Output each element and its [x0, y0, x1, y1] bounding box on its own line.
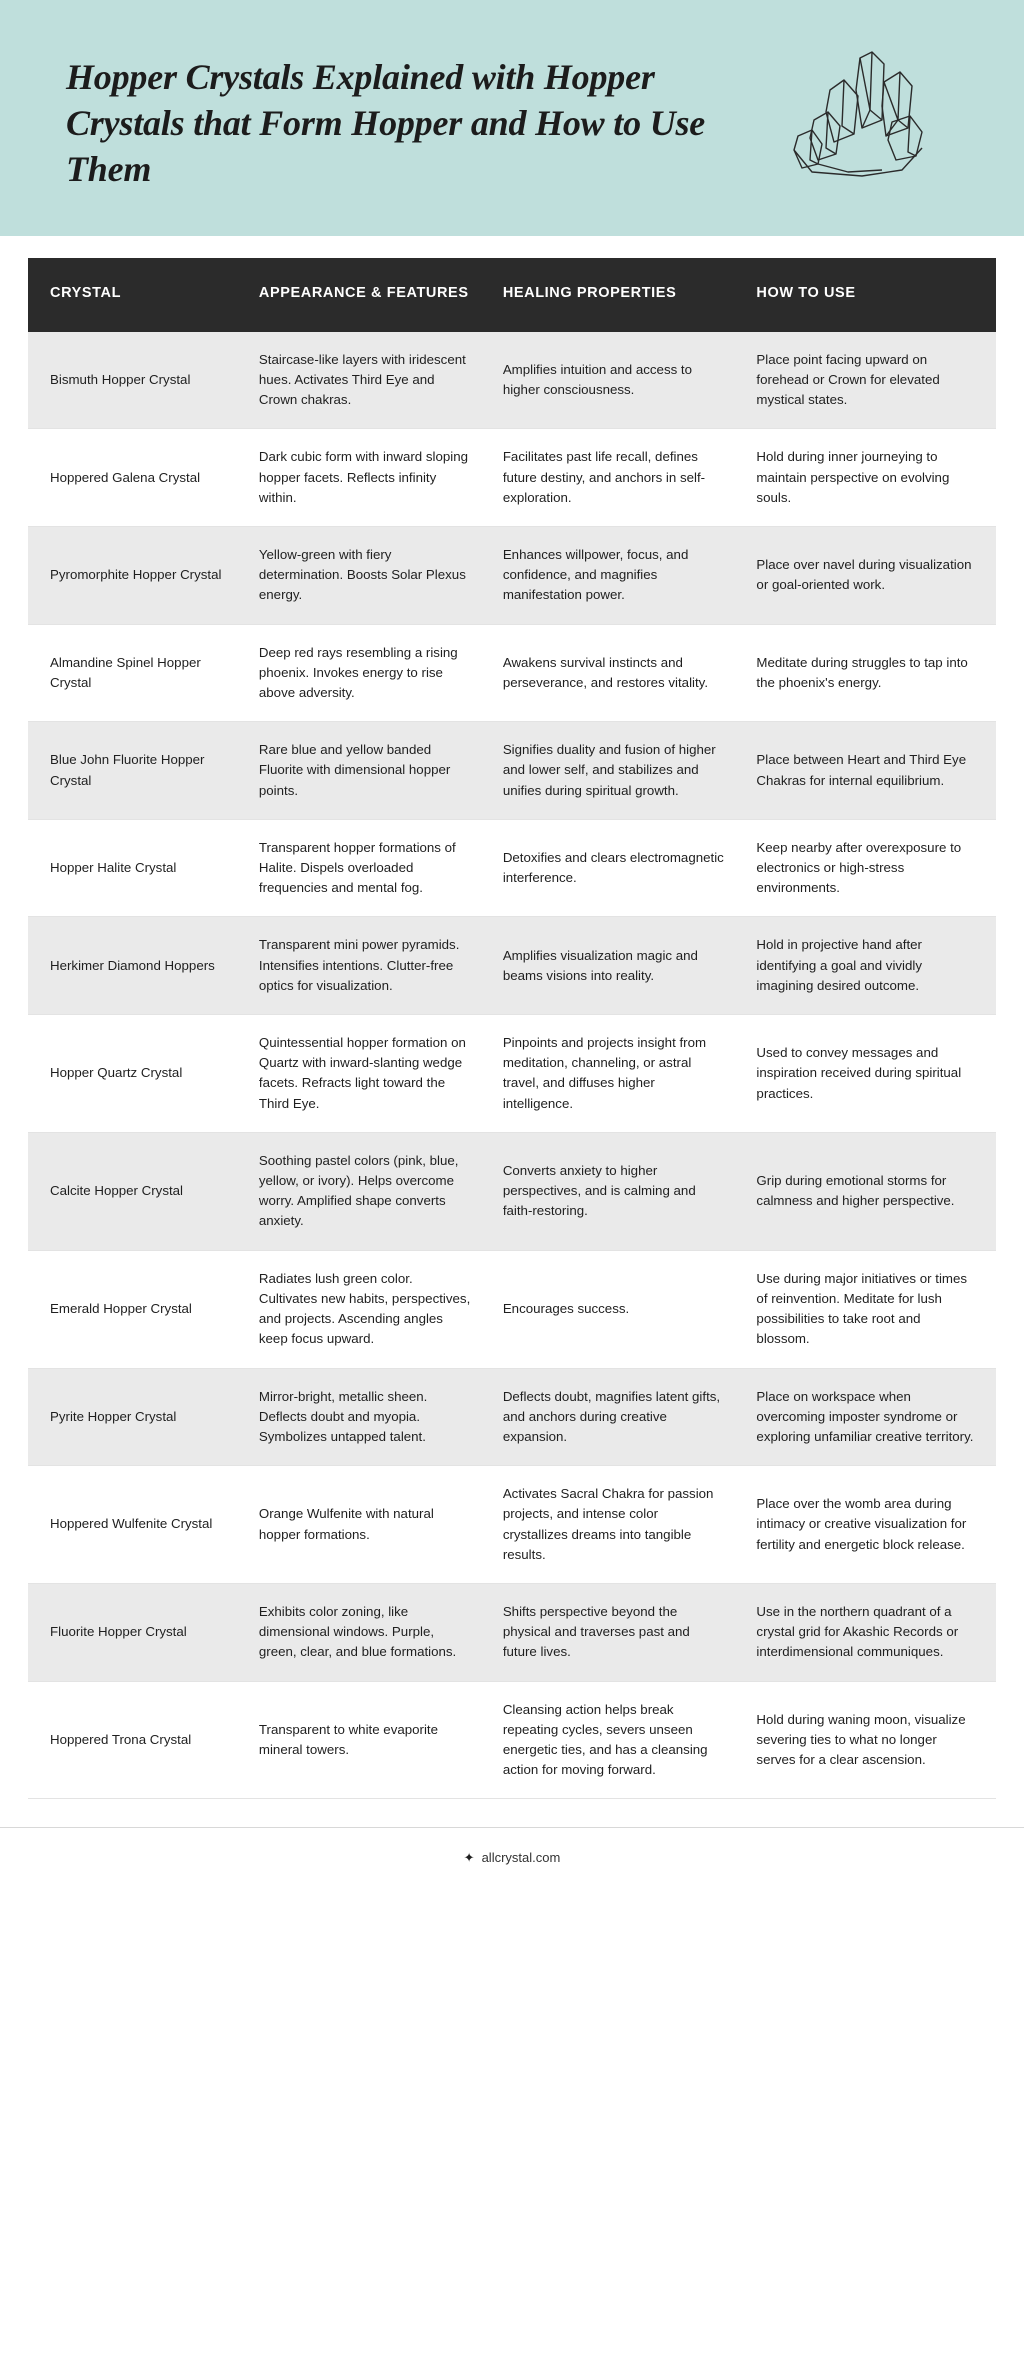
- cell-appearance: Deep red rays resembling a rising phoenix. Invokes energy to rise above adversity.: [243, 624, 487, 722]
- table-header: [28, 258, 996, 332]
- cell-crystal-name: Hoppered Trona Crystal: [28, 1681, 243, 1799]
- cell-appearance: Rare blue and yellow banded Fluorite with dimensional hopper points.: [243, 722, 487, 820]
- cell-crystal-name: Herkimer Diamond Hoppers: [28, 917, 243, 1015]
- cell-healing: Amplifies visualization magic and beams visions into reality.: [487, 917, 741, 1015]
- cell-how-to-use: Hold during waning moon, visualize severing ties to what no longer serves for a clear ascension.: [740, 1681, 996, 1799]
- table-row: [28, 527, 996, 625]
- cell-appearance: Radiates lush green color. Cultivates new habits, perspectives, and projects. Ascending angles keep focus upward.: [243, 1250, 487, 1368]
- cell-healing: Activates Sacral Chakra for passion projects, and intense color crystallizes dreams into tangible results.: [487, 1466, 741, 1584]
- cell-healing: Signifies duality and fusion of higher and lower self, and stabilizes and unifies during spiritual growth.: [487, 722, 741, 820]
- cell-appearance: Soothing pastel colors (pink, blue, yellow, or ivory). Helps overcome worry. Amplified shape converts anxiety.: [243, 1132, 487, 1250]
- table-row: [28, 1368, 996, 1466]
- table-body: [28, 332, 996, 1799]
- cell-how-to-use: Place over navel during visualization or goal-oriented work.: [740, 527, 996, 625]
- cell-how-to-use: Use in the northern quadrant of a crystal grid for Akashic Records or interdimensional communiques.: [740, 1583, 996, 1681]
- column-header-healing: HEALING PROPERTIES: [487, 258, 741, 332]
- cell-crystal-name: Bismuth Hopper Crystal: [28, 332, 243, 429]
- cell-crystal-name: Emerald Hopper Crystal: [28, 1250, 243, 1368]
- cell-how-to-use: Hold in projective hand after identifying a goal and vividly imagining desired outcome.: [740, 917, 996, 1015]
- cell-how-to-use: Use during major initiatives or times of reinvention. Meditate for lush possibilities to take root and blossom.: [740, 1250, 996, 1368]
- column-header-appearance: APPEARANCE & FEATURES: [243, 258, 487, 332]
- cell-crystal-name: Calcite Hopper Crystal: [28, 1132, 243, 1250]
- cell-crystal-name: Fluorite Hopper Crystal: [28, 1583, 243, 1681]
- cell-healing: Detoxifies and clears electromagnetic interference.: [487, 819, 741, 917]
- table-row: [28, 1681, 996, 1799]
- table-row: [28, 917, 996, 1015]
- crystal-cluster-illustration: [752, 50, 932, 185]
- table-row: [28, 722, 996, 820]
- column-header-how-to-use: HOW TO USE: [740, 258, 996, 332]
- cell-crystal-name: Hoppered Galena Crystal: [28, 429, 243, 527]
- table-row: [28, 1132, 996, 1250]
- cell-healing: Enhances willpower, focus, and confidence, and magnifies manifestation power.: [487, 527, 741, 625]
- table-row: [28, 332, 996, 429]
- cell-how-to-use: Place between Heart and Third Eye Chakras for internal equilibrium.: [740, 722, 996, 820]
- cell-healing: Deflects doubt, magnifies latent gifts, and anchors during creative expansion.: [487, 1368, 741, 1466]
- cell-how-to-use: Keep nearby after overexposure to electronics or high-stress environments.: [740, 819, 996, 917]
- cell-appearance: Dark cubic form with inward sloping hopper facets. Reflects infinity within.: [243, 429, 487, 527]
- cell-crystal-name: Hopper Quartz Crystal: [28, 1015, 243, 1133]
- table-row: [28, 1250, 996, 1368]
- page-footer: [0, 1827, 1024, 1885]
- cell-healing: Awakens survival instincts and perseverance, and restores vitality.: [487, 624, 741, 722]
- cell-appearance: Yellow-green with fiery determination. Boosts Solar Plexus energy.: [243, 527, 487, 625]
- crystal-table-container: [0, 236, 1024, 1799]
- cell-appearance: Transparent to white evaporite mineral towers.: [243, 1681, 487, 1799]
- cell-how-to-use: Meditate during struggles to tap into the phoenix's energy.: [740, 624, 996, 722]
- cell-how-to-use: Place point facing upward on forehead or Crown for elevated mystical states.: [740, 332, 996, 429]
- cell-appearance: Transparent mini power pyramids. Intensifies intentions. Clutter-free optics for visualization.: [243, 917, 487, 1015]
- table-row: [28, 1466, 996, 1584]
- cell-healing: Encourages success.: [487, 1250, 741, 1368]
- cell-crystal-name: Hoppered Wulfenite Crystal: [28, 1466, 243, 1584]
- table-row: [28, 624, 996, 722]
- cell-appearance: Orange Wulfenite with natural hopper formations.: [243, 1466, 487, 1584]
- cell-healing: Pinpoints and projects insight from meditation, channeling, or astral travel, and diffuses higher intelligence.: [487, 1015, 741, 1133]
- cell-appearance: Staircase-like layers with iridescent hues. Activates Third Eye and Crown chakras.: [243, 332, 487, 429]
- cell-how-to-use: Used to convey messages and inspiration received during spiritual practices.: [740, 1015, 996, 1133]
- table-row: [28, 1015, 996, 1133]
- table-header-row: [28, 258, 996, 332]
- cell-healing: Shifts perspective beyond the physical and traverses past and future lives.: [487, 1583, 741, 1681]
- cell-appearance: Quintessential hopper formation on Quartz with inward-slanting wedge facets. Refracts light toward the Third Eye.: [243, 1015, 487, 1133]
- table-row: [28, 1583, 996, 1681]
- cell-how-to-use: Grip during emotional storms for calmness and higher perspective.: [740, 1132, 996, 1250]
- cell-healing: Facilitates past life recall, defines future destiny, and anchors in self-exploration.: [487, 429, 741, 527]
- cell-crystal-name: Pyrite Hopper Crystal: [28, 1368, 243, 1466]
- cell-appearance: Transparent hopper formations of Halite. Dispels overloaded frequencies and mental fog.: [243, 819, 487, 917]
- cell-healing: Converts anxiety to higher perspectives, and is calming and faith-restoring.: [487, 1132, 741, 1250]
- cell-crystal-name: Almandine Spinel Hopper Crystal: [28, 624, 243, 722]
- footer-brand[interactable]: allcrystal.com: [481, 1850, 561, 1866]
- table-row: [28, 429, 996, 527]
- cell-appearance: Exhibits color zoning, like dimensional windows. Purple, green, clear, and blue formations.: [243, 1583, 487, 1681]
- cell-how-to-use: Hold during inner journeying to maintain perspective on evolving souls.: [740, 429, 996, 527]
- column-header-crystal: CRYSTAL: [28, 258, 243, 332]
- cell-healing: Amplifies intuition and access to higher consciousness.: [487, 332, 741, 429]
- cell-crystal-name: Blue John Fluorite Hopper Crystal: [28, 722, 243, 820]
- cell-appearance: Mirror-bright, metallic sheen. Deflects doubt and myopia. Symbolizes untapped talent.: [243, 1368, 487, 1466]
- table-row: [28, 819, 996, 917]
- page-header: [0, 0, 1024, 236]
- cell-how-to-use: Place on workspace when overcoming imposter syndrome or exploring unfamiliar creative territory.: [740, 1368, 996, 1466]
- cell-crystal-name: Hopper Halite Crystal: [28, 819, 243, 917]
- cell-how-to-use: Place over the womb area during intimacy or creative visualization for fertility and energetic block release.: [740, 1466, 996, 1584]
- sparkle-icon: ✦: [463, 1850, 475, 1866]
- page-title: Hopper Crystals Explained with Hopper Crystals that Form Hopper and How to Use Them: [66, 57, 706, 190]
- cell-crystal-name: Pyromorphite Hopper Crystal: [28, 527, 243, 625]
- crystal-table: [28, 258, 996, 1799]
- cell-healing: Cleansing action helps break repeating cycles, severs unseen energetic ties, and has a cleansing action for moving forward.: [487, 1681, 741, 1799]
